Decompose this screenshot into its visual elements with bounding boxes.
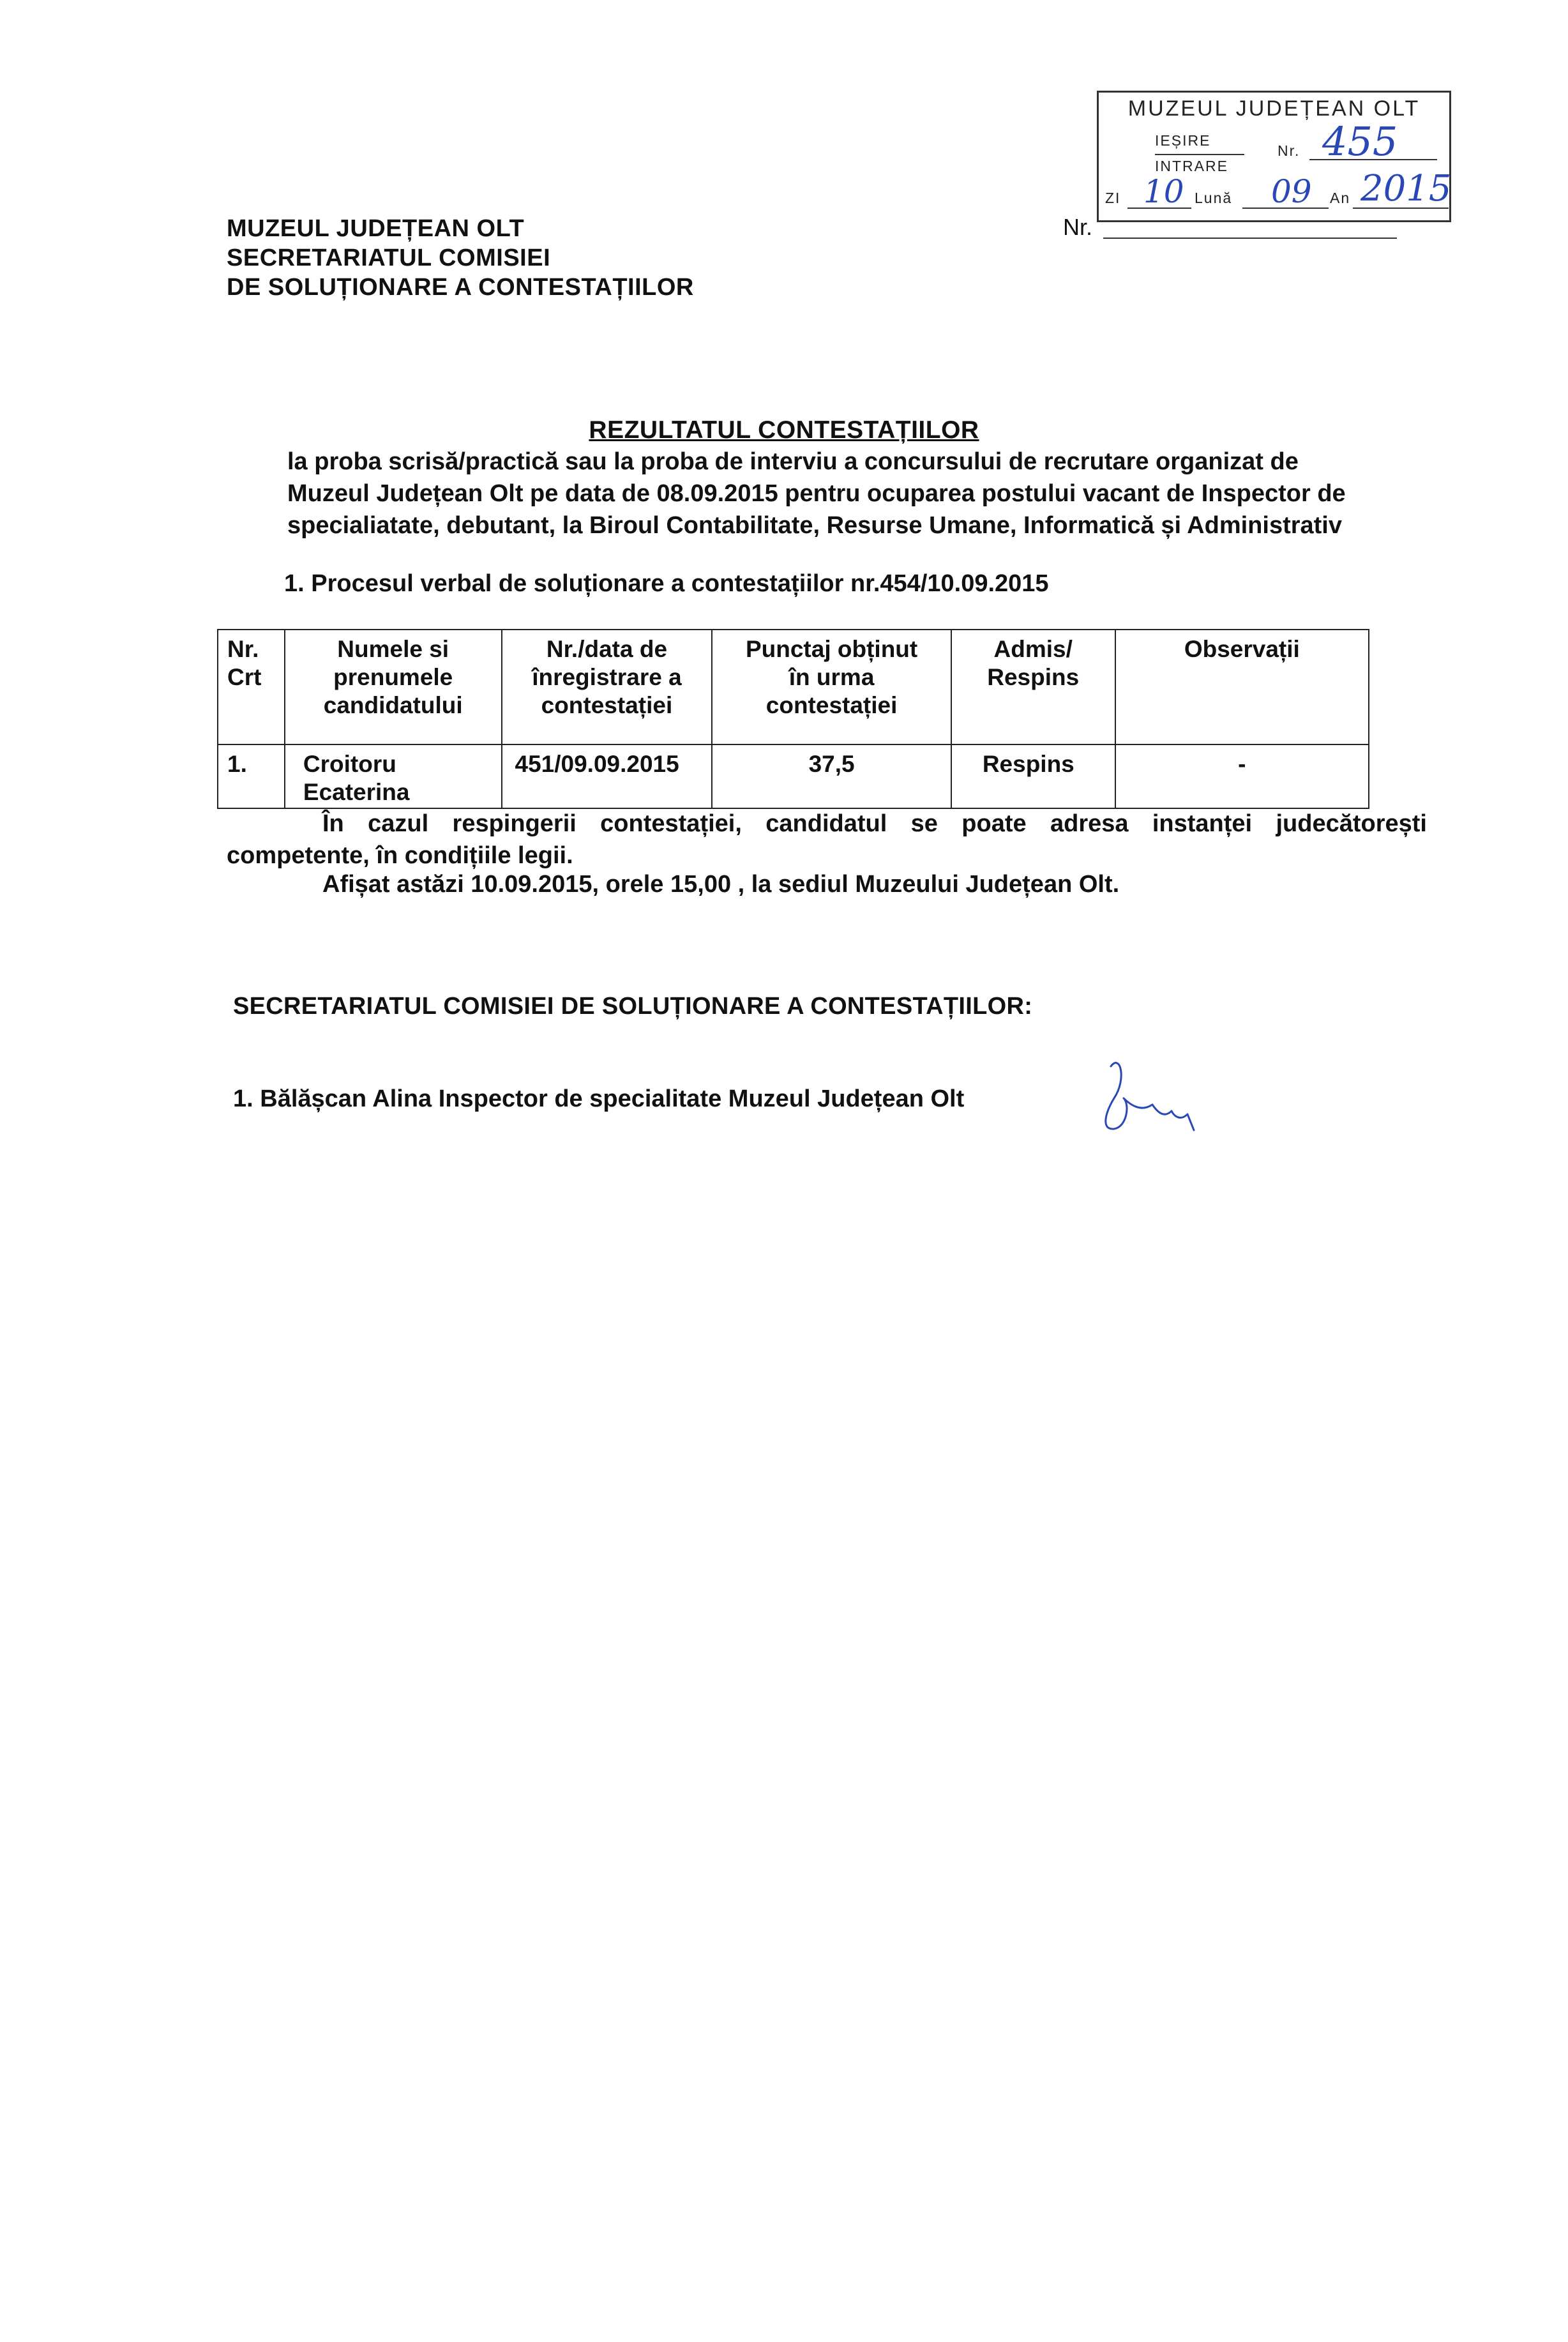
table-row	[218, 744, 1369, 808]
intro-line-2: Muzeul Județean Olt pe data de 08.09.2015 pentru ocuparea postului vacant de Inspector de	[287, 480, 1346, 507]
header-admis: Admis/ Respins	[951, 630, 1115, 744]
results-table	[217, 629, 1369, 809]
cell-nr-data: 451/09.09.2015	[502, 744, 712, 808]
stamp-nr-value: 455	[1322, 118, 1398, 165]
stamp-title: MUZEUL JUDEȚEAN OLT	[1127, 96, 1421, 121]
rejection-note	[227, 808, 1427, 872]
signature-icon	[1092, 1054, 1219, 1149]
outgoing-nr-label: Nr.	[1063, 214, 1093, 240]
stamp-an-label: An	[1330, 190, 1351, 206]
issuer-line-3: DE SOLUȚIONARE A CONTESTAȚIILOR	[227, 274, 694, 301]
outgoing-nr-line	[1103, 238, 1397, 239]
table-header-row	[218, 630, 1369, 744]
secretariat-member: 1. Bălășcan Alina Inspector de specialitate Muzeul Județean Olt	[233, 1085, 965, 1112]
cell-nr: 1.	[218, 744, 285, 808]
stamp-zi-value: 10	[1143, 173, 1184, 210]
stamp-luna-value: 09	[1271, 173, 1312, 210]
header-punctaj: Punctaj obținut în urma contestației	[712, 630, 951, 744]
rejection-line-1: În cazul respingerii contestației, candidatul se poate adresa instanței judecătorești	[322, 810, 1427, 837]
stamp-an-line	[1353, 208, 1449, 209]
header-observatii: Observații	[1115, 630, 1369, 744]
stamp-divider	[1155, 154, 1244, 155]
cell-punctaj: 37,5	[712, 744, 951, 808]
stamp-nr-line	[1309, 159, 1437, 160]
issuer-line-1: MUZEUL JUDEȚEAN OLT	[227, 215, 525, 242]
stamp-an-value: 2015	[1361, 168, 1452, 209]
stamp-zi-line	[1127, 208, 1191, 209]
procedure-item-1: 1. Procesul verbal de soluționare a contestațiilor nr.454/10.09.2015	[284, 570, 1049, 597]
cell-admis: Respins	[951, 744, 1115, 808]
stamp-zi-label: ZI	[1105, 190, 1121, 206]
registry-stamp	[1097, 91, 1451, 222]
issuer-header	[227, 214, 694, 302]
stamp-iesire-label: IEȘIRE	[1155, 132, 1211, 149]
intro-paragraph	[287, 446, 1430, 541]
stamp-luna-label: Lună	[1195, 190, 1233, 206]
cell-observatii: -	[1115, 744, 1369, 808]
issuer-line-2: SECRETARIATUL COMISIEI	[227, 245, 551, 271]
stamp-luna-line	[1242, 208, 1329, 209]
document-title: REZULTATUL CONTESTAȚIILOR	[589, 416, 979, 444]
cell-name: Croitoru Ecaterina	[285, 744, 502, 808]
secretariat-heading: SECRETARIATUL COMISIEI DE SOLUȚIONARE A CONTESTAȚIILOR:	[233, 993, 1033, 1020]
rejection-line-2: competente, în condițiile legii.	[227, 842, 573, 869]
header-nr-data: Nr./data de înregistrare a contestației	[502, 630, 712, 744]
header-nume: Numele si prenumele candidatului	[285, 630, 502, 744]
intro-line-1: la proba scrisă/practică sau la proba de interviu a concursului de recrutare organizat de	[287, 448, 1299, 475]
stamp-intrare-label: INTRARE	[1155, 158, 1228, 174]
posting-note: Afișat astăzi 10.09.2015, orele 15,00 , la sediul Muzeului Județean Olt.	[322, 871, 1120, 898]
header-nr-crt: Nr. Crt	[218, 630, 285, 744]
intro-line-3: specialiatate, debutant, la Biroul Contabilitate, Resurse Umane, Informatică și Administrativ	[287, 512, 1342, 539]
stamp-nr-label: Nr.	[1278, 142, 1300, 159]
